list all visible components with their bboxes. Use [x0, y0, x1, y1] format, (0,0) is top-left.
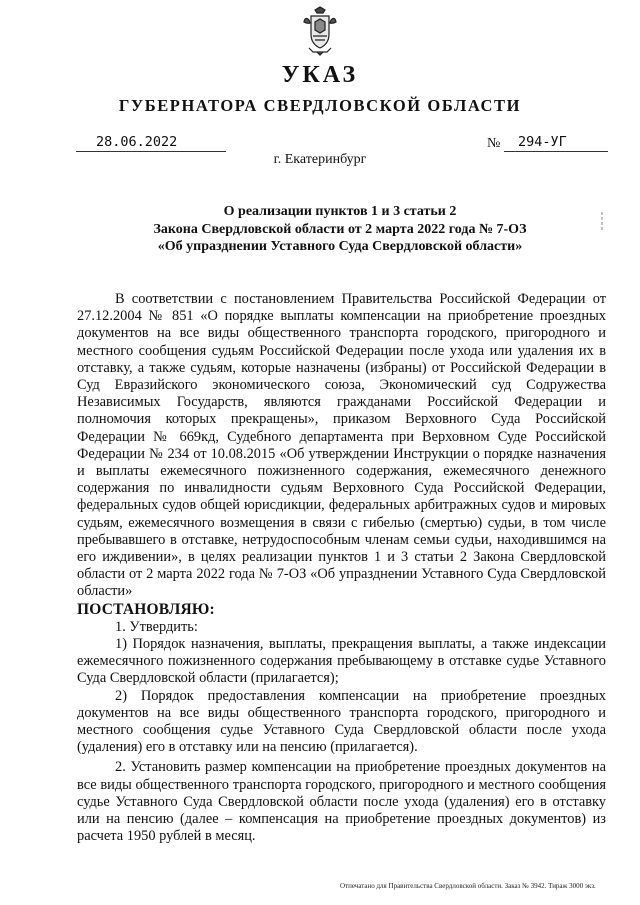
heading-line: Закона Свердловской области от 2 марта 2022 года № 7-ОЗ — [153, 221, 527, 237]
number-sign: № — [487, 136, 501, 151]
decree-title: УКАЗ — [281, 62, 359, 88]
heading-line: «Об упразднении Уставного Суда Свердловской области» — [157, 239, 523, 254]
pen-mark — [600, 212, 604, 232]
document-heading — [100, 203, 580, 256]
coat-of-arms-icon — [303, 6, 337, 56]
item-1-1: 1) Порядок назначения, выплаты, прекращения выплаты, а также индексации ежемесячного пожизненного содержания пребывающему в отставке судье Уставного Суда Свердловской области (прилагается); — [77, 636, 606, 687]
date-field: 28.06.2022 — [76, 134, 226, 152]
item-1-2: 2) Порядок предоставления компенсации на приобретение проездных документов на все виды общественного транспорта городского, пригородного и местного сообщения судье Уставного Суда Свердловской области после ухода (удаления) его в отставку или на пенсию (прилагается). — [77, 687, 606, 756]
number-field: 294-УГ — [504, 134, 608, 152]
heading-line: О реализации пунктов 1 и 3 статьи 2 — [223, 204, 457, 219]
print-footer: Отпечатано для Правительства Свердловской области. Заказ № 3942. Тираж 3000 экз. — [340, 882, 596, 890]
city-label: г. Екатеринбург — [273, 152, 367, 167]
item-1: 1. Утвердить: — [115, 618, 198, 635]
item-2: 2. Установить размер компенсации на приобретение проездных документов на все виды общественного транспорта городского, пригородного и местного сообщения судье Уставного Суда Свердловской области после ухода (удаления) его в отставку или на пенсию (далее – компенсация на приобретение проездных документов) из расчета 1950 рублей в месяц. — [77, 759, 606, 845]
preamble-paragraph: В соответствии с постановлением Правительства Российской Федерации от 27.12.2004 № 851 «О порядке выплаты компенсации на приобретение проездных документов на все виды общественного транспорта городского, пригородного и местного сообщения судьям Российской Федерации после ухода или удаления их в отставку, а также судьям, которые назначены (избраны) от Российской Федерации в Суд Евразийского экономического союза, Экономический суд Содружества Независимых Государств, являются гражданами Российской Федерации и полномочия которых прекращены», приказом Верховного Суда Российской Федерации № 669кд, Судебного департамента при Верховном Суде Российской Федерации № 234 от 10.08.2015 «Об утверждении Инструкции о порядке назначения и выплаты ежемесячного пожизненного содержания, ежемесячного денежного содержания по инвалидности судьям Верховного Суда Российской Федерации, федеральных судов общей юрисдикции, федеральных арбитражных судов и мировых судьям, ежемесячного возмещения в связи с гибелью (смертью) судьи, в том числе пребывавшего в отставке, нетрудоспособным членам семьи судьи, находившимся на его иждивении», в целях реализации пунктов 1 и 3 статьи 2 Закона Свердловской области от 2 марта 2022 года № 7-ОЗ «Об упразднении Уставного Суда Свердловской области» — [77, 291, 606, 600]
document-body — [77, 291, 606, 846]
issuer-subtitle: ГУБЕРНАТОРА СВЕРДЛОВСКОЙ ОБЛАСТИ — [118, 96, 522, 115]
decree-word: ПОСТАНОВЛЯЮ: — [77, 600, 215, 618]
